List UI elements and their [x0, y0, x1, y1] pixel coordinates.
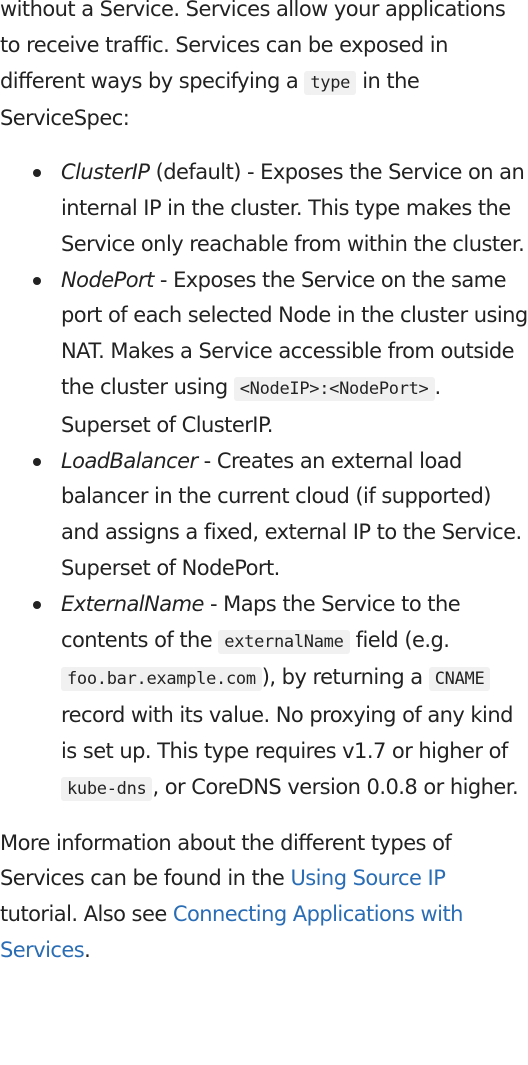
intro-paragraph: [0, 0, 528, 137]
type-name: NodePort: [61, 267, 154, 292]
type-name: ClusterIP: [61, 160, 150, 185]
bullet-icon: [33, 169, 41, 177]
outro-text-b: tutorial. Also see: [0, 902, 173, 927]
bullet-icon: [33, 601, 41, 609]
list-item-loadbalancer: [61, 444, 528, 587]
outro-text-c: .: [84, 937, 91, 962]
type-description: ), by returning a: [261, 665, 429, 690]
list-item-nodeport: [61, 263, 528, 444]
example-domain-code: foo.bar.example.com: [61, 667, 262, 691]
outro-text-a: More information about the different types of Services can be found in the: [0, 830, 452, 891]
bullet-icon: [33, 458, 41, 466]
intro-text-a: without a Service. Services allow your applications to receive traffic. Services can be exposed in different ways by specifying a: [0, 0, 506, 93]
nodeip-nodeport-code: <NodeIP>:<NodePort>: [234, 377, 435, 401]
type-description: - Exposes the Service on the same port of each selected Node in the cluster using NAT. Makes a Service accessible from outside the cluster using: [61, 267, 528, 399]
kube-dns-code: kube-dns: [61, 777, 152, 801]
type-description: record with its value. No proxying of any kind is set up. This type requires v1.7 or higher of: [61, 703, 513, 763]
type-name: ExternalName: [61, 591, 204, 616]
bullet-icon: [33, 277, 41, 285]
type-description: - Creates an external load balancer in the current cloud (if supported) and assigns a fixed, external IP to the Service. Superset of NodePort.: [61, 448, 522, 580]
type-description: . Superset of ClusterIP.: [61, 374, 441, 437]
using-source-ip-link[interactable]: Using Source IP: [290, 866, 446, 891]
connecting-applications-link[interactable]: Connecting Applications with Services: [0, 902, 463, 962]
cname-code: CNAME: [429, 667, 491, 691]
type-description: (default) - Exposes the Service on an internal IP in the cluster. This type makes the Service only reachable from within the cluster.: [61, 160, 525, 256]
type-code: type: [304, 71, 356, 95]
more-info-paragraph: [0, 826, 528, 969]
type-name: LoadBalancer: [61, 448, 198, 473]
type-description: , or CoreDNS version 0.0.8 or higher.: [152, 774, 519, 799]
service-types-list: [0, 155, 528, 807]
list-item-externalname: [61, 587, 528, 808]
externalname-code: externalName: [218, 630, 349, 654]
type-description: - Maps the Service to the contents of the: [61, 591, 461, 652]
type-description: field (e.g.: [349, 627, 450, 652]
list-item-clusterip: [61, 155, 528, 262]
intro-text-b: in the ServiceSpec:: [0, 68, 420, 131]
